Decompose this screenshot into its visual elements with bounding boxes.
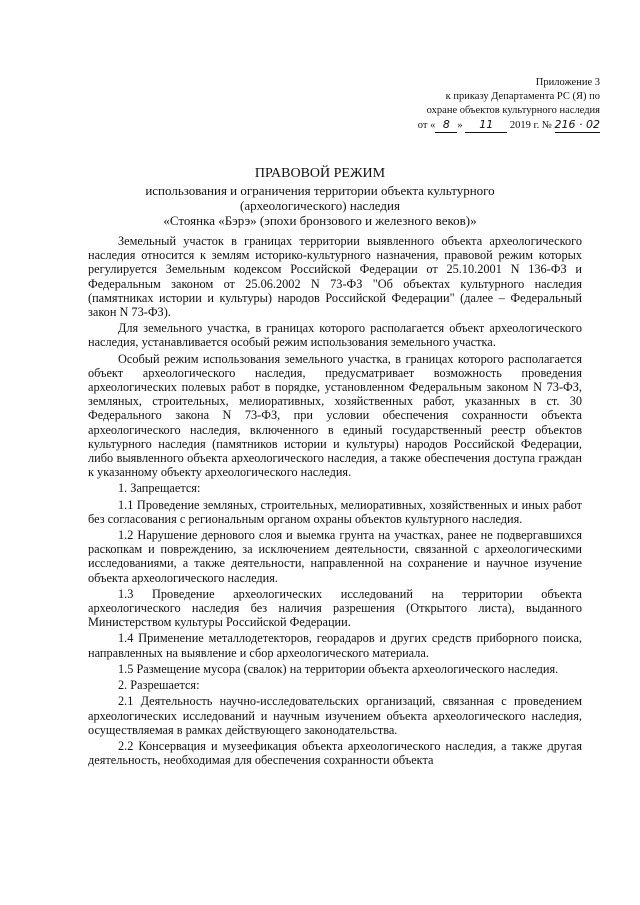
date-month: 11 <box>465 118 507 133</box>
paragraph: 1.1 Проведение земляных, строительных, мелиоративных, хозяйственных и иных работ без согласования с региональным органом охраны объектов культурного наследия. <box>88 497 582 526</box>
paragraph: 1.4 Применение металлодетекторов, георадаров и других средств приборного поиска, направленных на выявление и сбор археологического материала. <box>88 631 582 660</box>
paragraph: 2.2 Консервация и музеефикация объекта археологического наследия, а также другая деятельность, необходимая для обеспечения сохранности объекта <box>88 738 582 768</box>
document-body <box>88 234 582 769</box>
paragraph: 1.3 Проведение археологических исследований на территории объекта археологического наследия без наличия разрешения (Открытого листа), выданного Министерством культуры Российской Федерации. <box>88 586 582 630</box>
annex-department-line: охране объектов культурного наследия <box>426 105 600 116</box>
document-heading: ПРАВОВОЙ РЕЖИМ <box>254 166 386 181</box>
date-sep: » <box>457 120 463 131</box>
paragraph: 1.2 Нарушение дернового слоя и выемка грунта на участках, ранее не подвергавшихся раскопкам и повреждению, за исключением деятельности, связанной с археологическими исследованиями, а также деятельности, направленной на сохранение и научное изучение объекта археологического наследия. <box>88 528 582 585</box>
annex-date-line <box>400 118 600 133</box>
title-line-2: (археологического) наследия <box>240 198 400 213</box>
paragraph: Для земельного участка, в границах которого располагается объект археологического наследия, устанавливается особый режим использования земельного участка. <box>88 321 582 350</box>
date-year: 2019 г. № <box>509 120 552 131</box>
paragraph: 2.1 Деятельность научно-исследовательских организаций, связанная с проведением археологических исследований и научным изучением объекта археологического наследия, осуществляемая в рамках действующего законодательства. <box>88 694 582 737</box>
paragraph: Земельный участок в границах территории выявленного объекта археологического наследия относится к землям историко-культурного назначения, правовой режим которых регулируется Земельным кодексом Российской Федерации от 25.10.2001 N 136-ФЗ и Федеральным законом от 25.06.2002 N 73-ФЗ "Об объектах культурного наследия (памятниках истории и культуры) народов Российской Федерации" (далее – Федеральный закон N 73-ФЗ). <box>88 234 582 320</box>
title-line-3: «Стоянка «Бэрэ» (эпохи бронзового и железного веков)» <box>163 213 477 228</box>
annex-title: Приложение 3 <box>535 77 600 88</box>
annex-order-line: к приказу Департамента РС (Я) по <box>445 91 600 102</box>
paragraph: Особый режим использования земельного участка, в границах которого располагается объект археологического наследия, предусматривает возможность проведения археологических полевых работ в порядке, установленном Федеральным законом N 73-ФЗ, земляных, строительных, мелиоративных, хозяйственных работ, указанных в ст. 30 Федерального закона N 73-ФЗ, при условии обеспечения сохранности объекта археологического наследия, включенного в единый государственный реестр объектов культурного наследия (памятников истории и культуры) народов Российской Федерации, либо выявленного объекта археологического наследия, а также обеспечения доступа граждан к указанному объекту археологического наследия. <box>88 351 582 480</box>
paragraph: 2. Разрешается: <box>118 678 200 693</box>
date-prefix: от « <box>417 120 436 131</box>
annex-block <box>400 76 600 133</box>
title-line-1: использования и ограничения территории объекта культурного <box>145 183 495 198</box>
order-number: 216 · 02 <box>554 118 600 131</box>
paragraph: 1.5 Размещение мусора (свалок) на территории объекта археологического наследия. <box>118 661 559 676</box>
date-day: 8 <box>435 118 457 133</box>
paragraph: 1. Запрещается: <box>118 481 201 496</box>
